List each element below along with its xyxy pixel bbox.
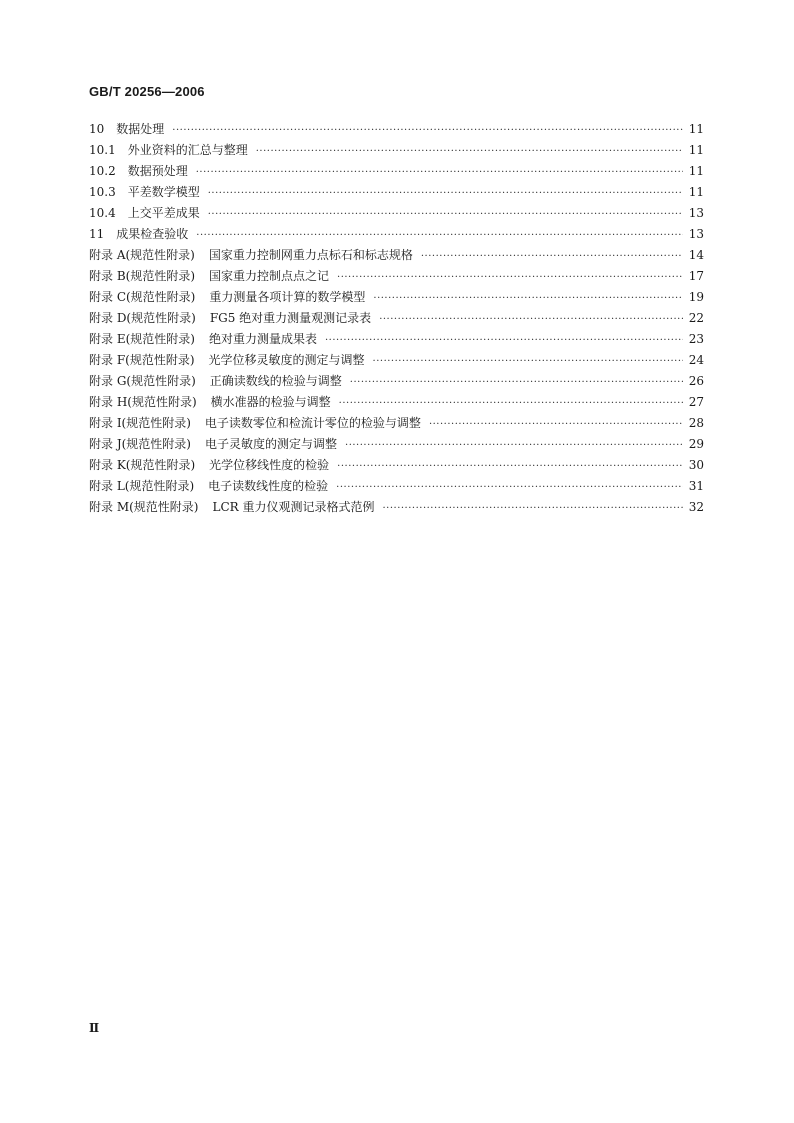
toc-entry-10-2[interactable] xyxy=(89,161,704,182)
toc-entry-page: 11 xyxy=(688,143,704,157)
dot-leader xyxy=(337,267,683,288)
toc-entry-page: 31 xyxy=(688,479,704,493)
toc-entry-title: 平差数学模型 xyxy=(127,185,200,199)
dot-leader xyxy=(339,393,683,414)
toc-entry-title: 国家重力控制网重力点标石和标志规格 xyxy=(208,248,413,262)
toc-entry-title: FG5 绝对重力测量观测记录表 xyxy=(209,311,372,325)
dot-leader xyxy=(196,162,683,183)
dot-leader xyxy=(325,330,683,351)
toc-entry-11[interactable] xyxy=(89,224,704,245)
toc-entry-page: 32 xyxy=(688,500,704,514)
toc-entry-page: 22 xyxy=(688,311,704,325)
toc-entry-title: 外业资料的汇总与整理 xyxy=(127,143,248,157)
toc-entry-page: 11 xyxy=(688,164,704,178)
toc-entry-page: 13 xyxy=(688,227,704,241)
toc-entry-appendix-e[interactable] xyxy=(89,329,704,350)
toc-entry-title: 电子读数零位和检流计零位的检验与调整 xyxy=(204,416,421,430)
toc-entry-appendix-f[interactable] xyxy=(89,350,704,371)
toc-entry-page: 23 xyxy=(688,332,704,346)
toc-entry-page: 13 xyxy=(688,206,704,220)
toc-entry-appendix-l[interactable] xyxy=(89,476,704,497)
toc-entry-number: 附录 D(规范性附录) xyxy=(89,311,196,325)
dot-leader xyxy=(336,477,683,498)
toc-entry-page: 27 xyxy=(688,395,704,409)
toc-entry-page: 17 xyxy=(688,269,704,283)
toc-entry-10-1[interactable] xyxy=(89,140,704,161)
toc-entry-number: 附录 B(规范性附录) xyxy=(89,269,195,283)
table-of-contents xyxy=(89,119,704,518)
toc-entry-appendix-k[interactable] xyxy=(89,455,704,476)
toc-entry-number: 附录 H(规范性附录) xyxy=(89,395,197,409)
toc-entry-title: 光学位移线性度的检验 xyxy=(209,458,330,472)
dot-leader xyxy=(421,246,683,267)
dot-leader xyxy=(382,498,682,519)
toc-entry-page: 29 xyxy=(688,437,704,451)
toc-entry-number: 附录 K(规范性附录) xyxy=(89,458,196,472)
toc-entry-number: 附录 I(规范性附录) xyxy=(89,416,191,430)
dot-leader xyxy=(208,183,683,204)
toc-entry-number: 附录 J(规范性附录) xyxy=(89,437,191,451)
toc-entry-page: 11 xyxy=(688,185,704,199)
toc-entry-page: 14 xyxy=(688,248,704,262)
toc-entry-number: 10 xyxy=(89,122,105,136)
toc-entry-appendix-h[interactable] xyxy=(89,392,704,413)
dot-leader xyxy=(350,372,683,393)
toc-entry-page: 19 xyxy=(688,290,704,304)
toc-entry-number: 10.1 xyxy=(89,143,116,157)
toc-entry-appendix-m[interactable] xyxy=(89,497,704,518)
page-number-roman: Ⅱ xyxy=(89,1021,100,1035)
toc-entry-number: 附录 M(规范性附录) xyxy=(89,500,199,514)
toc-entry-page: 11 xyxy=(688,122,704,136)
dot-leader xyxy=(373,288,682,309)
toc-entry-page: 24 xyxy=(688,353,704,367)
dot-leader xyxy=(172,120,682,141)
toc-entry-title: 成果检查验收 xyxy=(116,227,189,241)
toc-entry-number: 附录 F(规范性附录) xyxy=(89,353,195,367)
toc-entry-title: 国家重力控制点点之记 xyxy=(209,269,330,283)
toc-entry-10[interactable] xyxy=(89,119,704,140)
dot-leader xyxy=(345,435,683,456)
toc-entry-number: 附录 E(规范性附录) xyxy=(89,332,195,346)
toc-entry-title: 绝对重力测量成果表 xyxy=(208,332,317,346)
toc-entry-page: 30 xyxy=(688,458,704,472)
toc-entry-number: 10.2 xyxy=(89,164,116,178)
toc-entry-page: 26 xyxy=(688,374,704,388)
toc-entry-appendix-j[interactable] xyxy=(89,434,704,455)
toc-entry-number: 10.3 xyxy=(89,185,116,199)
dot-leader xyxy=(208,204,683,225)
toc-entry-title: LCR 重力仪观测记录格式范例 xyxy=(212,500,375,514)
dot-leader xyxy=(379,309,683,330)
toc-entry-title: 上交平差成果 xyxy=(127,206,200,220)
toc-entry-appendix-i[interactable] xyxy=(89,413,704,434)
toc-entry-title: 数据处理 xyxy=(116,122,165,136)
toc-entry-title: 电子读数线性度的检验 xyxy=(208,479,329,493)
dot-leader xyxy=(337,456,683,477)
toc-entry-number: 10.4 xyxy=(89,206,116,220)
toc-entry-number: 附录 C(规范性附录) xyxy=(89,290,196,304)
standard-number-header: GB/T 20256—2006 xyxy=(89,84,205,99)
toc-entry-title: 重力测量各项计算的数学模型 xyxy=(209,290,366,304)
toc-entry-10-4[interactable] xyxy=(89,203,704,224)
dot-leader xyxy=(256,141,683,162)
dot-leader xyxy=(196,225,682,246)
toc-entry-appendix-c[interactable] xyxy=(89,287,704,308)
toc-entry-number: 附录 L(规范性附录) xyxy=(89,479,195,493)
toc-entry-title: 横水准器的检验与调整 xyxy=(210,395,331,409)
toc-entry-appendix-d[interactable] xyxy=(89,308,704,329)
toc-entry-page: 28 xyxy=(688,416,704,430)
toc-entry-title: 数据预处理 xyxy=(127,164,188,178)
toc-entry-title: 光学位移灵敏度的测定与调整 xyxy=(208,353,365,367)
toc-entry-number: 附录 A(规范性附录) xyxy=(89,248,195,262)
toc-entry-appendix-b[interactable] xyxy=(89,266,704,287)
toc-entry-title: 电子灵敏度的测定与调整 xyxy=(205,437,338,451)
toc-entry-appendix-a[interactable] xyxy=(89,245,704,266)
toc-entry-number: 附录 G(规范性附录) xyxy=(89,374,196,388)
dot-leader xyxy=(429,414,683,435)
toc-entry-appendix-g[interactable] xyxy=(89,371,704,392)
toc-entry-title: 正确读数线的检验与调整 xyxy=(209,374,342,388)
dot-leader xyxy=(373,351,683,372)
toc-entry-number: 11 xyxy=(89,227,105,241)
toc-entry-10-3[interactable] xyxy=(89,182,704,203)
